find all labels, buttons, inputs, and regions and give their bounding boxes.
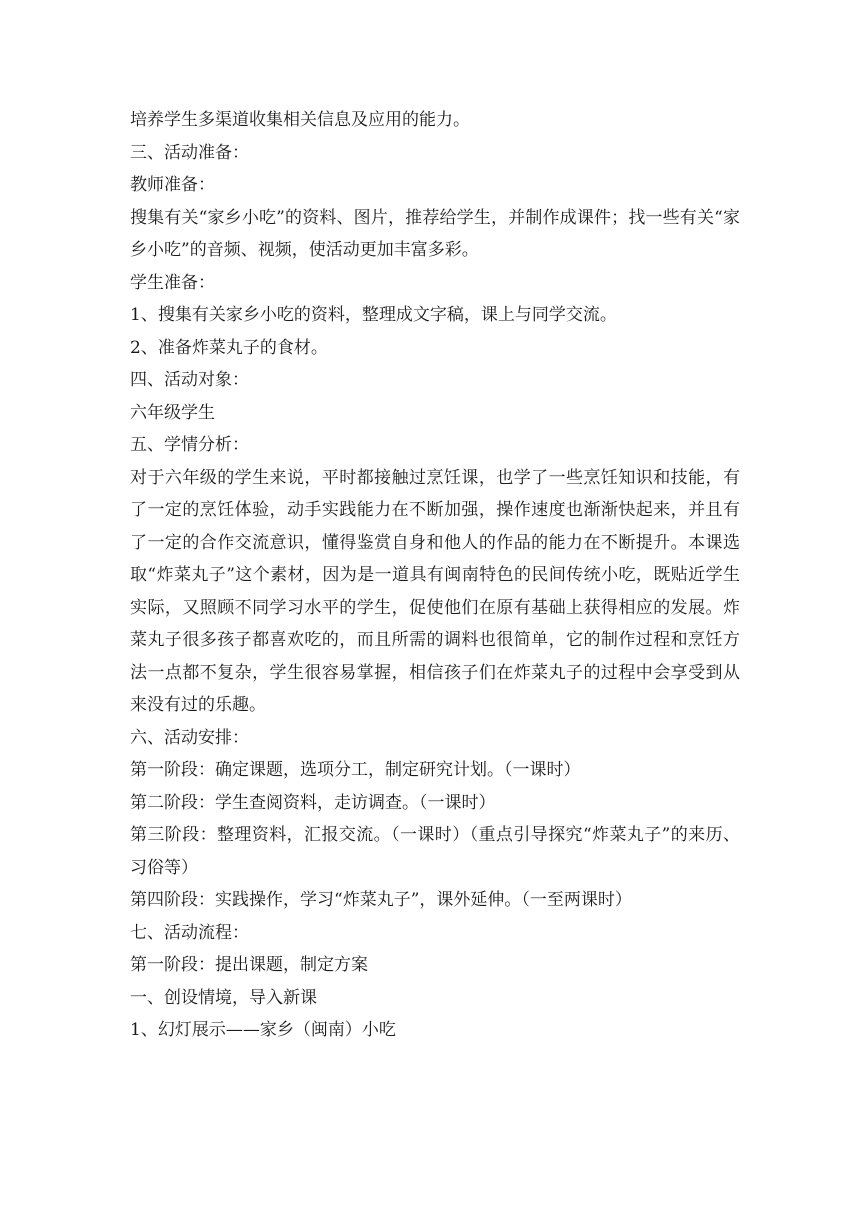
subheading-create-context: 一、创设情境，导入新课	[130, 987, 317, 1008]
list-item-stage-1: 第一阶段：确定课题，选项分工，制定研究计划。（一课时）	[130, 760, 581, 780]
document-body	[130, 104, 740, 1047]
list-item-stage-2: 第二阶段：学生查阅资料，走访调查。（一课时）	[130, 792, 496, 813]
list-item-student-prep-2: 2、准备炸菜丸子的食材。	[130, 337, 328, 358]
heading-activity-process: 七、活动流程：	[130, 922, 249, 943]
paragraph-learner-analysis: 对于六年级的学生来说，平时都接触过烹饪课，也学了一些烹饪知识和技能，有了一定的烹饪体验，动手实践能力在不断加强，操作速度也渐渐快起来，并且有了一定的合作交流意识，懂得鉴赏自身和他人的作品的能力在不断提升。本课选取“炸菜丸子”这个素材，因为是一道具有闽南特色的民间传统小吃，既贴近学生实际，又照顾不同学习水平的学生，促使他们在原有基础上获得相应的发展。炸菜丸子很多孩子都喜欢吃的，而且所需的调料也很简单，它的制作过程和烹饪方法一点都不复杂，学生很容易掌握，相信孩子们在炸菜丸子的过程中会享受到从来没有过的乐趣。	[130, 467, 740, 715]
heading-learner-analysis: 五、学情分析：	[130, 435, 249, 455]
paragraph-target-grade: 六年级学生	[130, 402, 215, 423]
list-item-student-prep-1: 1、搜集有关家乡小吃的资料，整理成文字稿，课上与同学交流。	[130, 305, 617, 325]
heading-activity-schedule: 六、活动安排：	[130, 727, 249, 748]
subheading-teacher-preparation: 教师准备：	[130, 175, 215, 195]
heading-activity-preparation: 三、活动准备：	[130, 142, 249, 163]
subheading-stage-1-process: 第一阶段：提出课题，制定方案	[130, 955, 368, 975]
heading-activity-target: 四、活动对象：	[130, 370, 249, 390]
subheading-student-preparation: 学生准备：	[130, 272, 215, 293]
paragraph-teacher-preparation: 搜集有关“家乡小吃”的资料、图片，推荐给学生，并制作成课件；找一些有关“家乡小吃”的音频、视频，使活动更加丰富多彩。	[130, 207, 740, 260]
list-item-stage-4: 第四阶段：实践操作，学习“炸菜丸子”，课外延伸。（一至两课时）	[130, 890, 632, 910]
list-item-slideshow: 1、幻灯展示——家乡（闽南）小吃	[130, 1020, 396, 1040]
list-item-stage-3: 第三阶段：整理资料，汇报交流。（一课时）（重点引导探究“炸菜丸子”的来历、习俗等）	[130, 825, 740, 878]
paragraph-ability-goal: 培养学生多渠道收集相关信息及应用的能力。	[130, 110, 470, 130]
